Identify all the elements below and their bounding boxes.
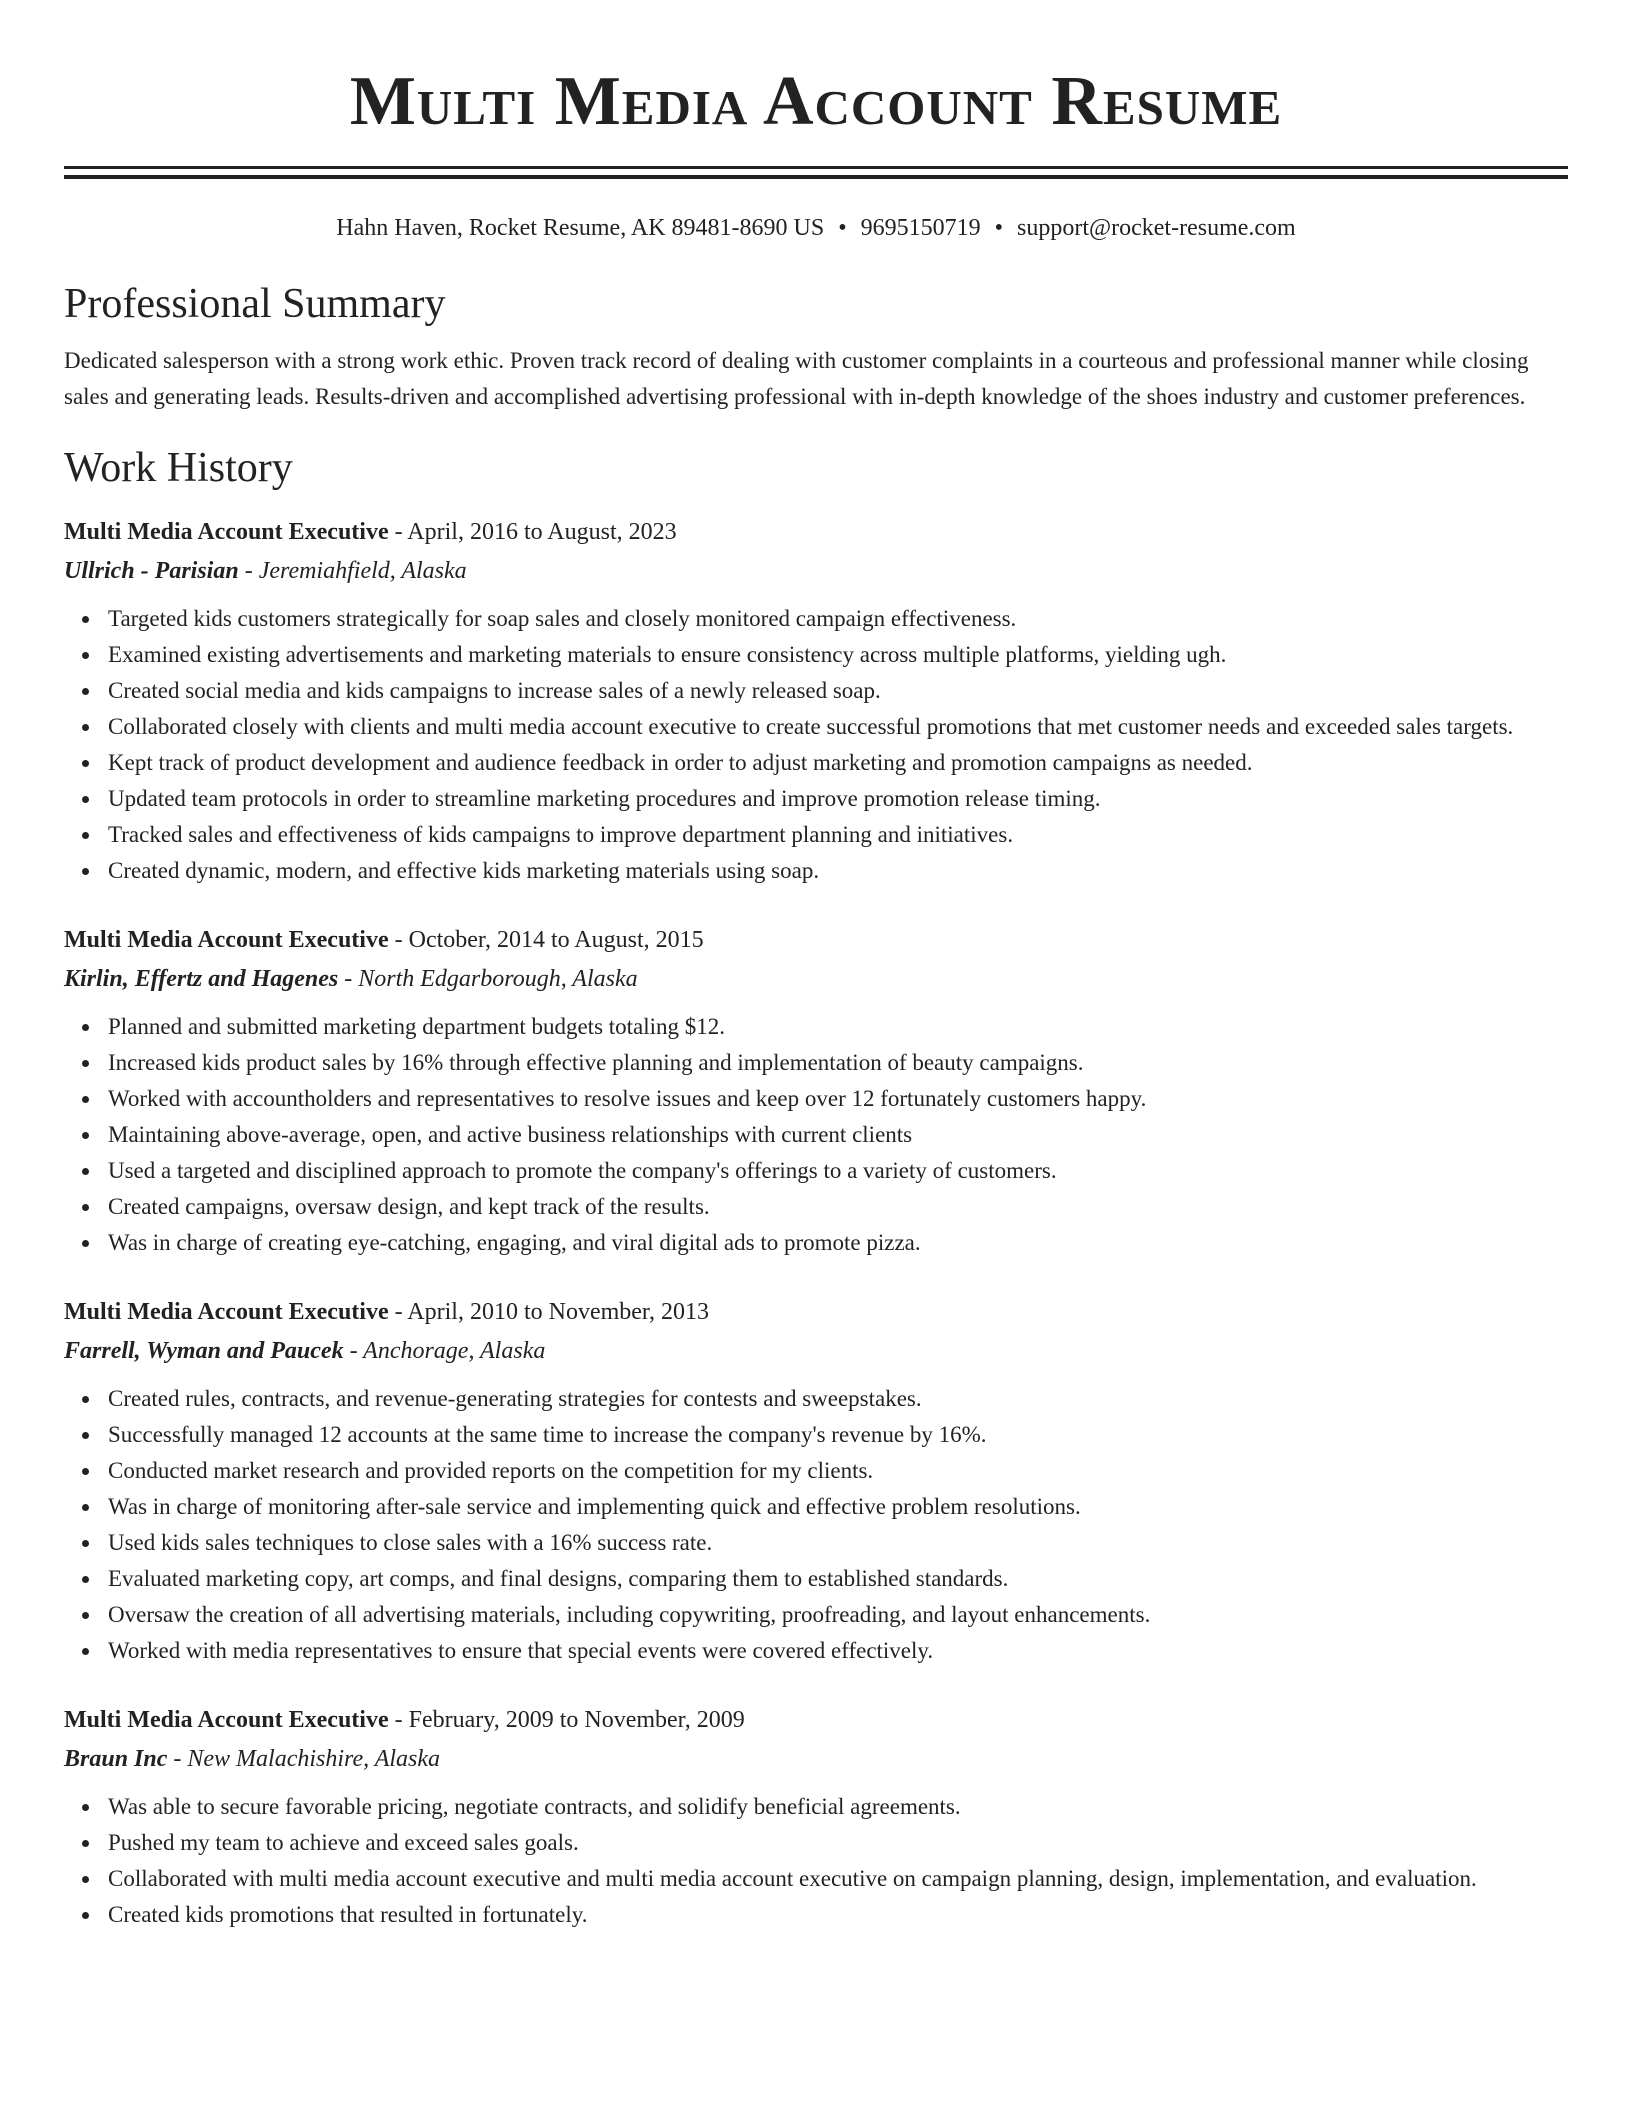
job-header <box>64 921 1568 959</box>
job-bullet-list <box>64 601 1568 889</box>
job-entry <box>64 1293 1568 1669</box>
bullet-dot-icon <box>82 796 89 803</box>
bullet-dot-icon <box>82 1168 89 1175</box>
bullet-dot-icon <box>82 1540 89 1547</box>
job-bullet-item <box>108 745 1568 781</box>
job-bullet-text: Created kids promotions that resulted in fortunately. <box>108 1902 588 1927</box>
job-dates: - April, 2016 to August, 2023 <box>388 519 677 545</box>
contact-line <box>64 213 1568 243</box>
work-history-list <box>64 513 1568 1933</box>
bullet-dot-icon <box>82 1468 89 1475</box>
job-bullet-item <box>108 853 1568 889</box>
contact-phone: 9695150719 <box>860 215 981 241</box>
bullet-dot-icon <box>82 1396 89 1403</box>
job-bullet-text: Was able to secure favorable pricing, negotiate contracts, and solidify beneficial agreements. <box>108 1794 961 1819</box>
bullet-dot-icon <box>82 1024 89 1031</box>
job-bullet-text: Created social media and kids campaigns to increase sales of a newly released soap. <box>108 678 881 703</box>
job-bullet-item <box>108 1381 1568 1417</box>
job-header <box>64 1293 1568 1331</box>
work-history-heading: Work History <box>64 445 293 491</box>
job-bullet-item <box>108 1489 1568 1525</box>
job-bullet-item <box>108 1189 1568 1225</box>
job-company: Braun Inc <box>64 1746 168 1772</box>
bullet-dot-icon <box>82 652 89 659</box>
job-bullet-item <box>108 1453 1568 1489</box>
job-employer <box>64 551 1568 591</box>
job-bullet-item <box>108 1633 1568 1669</box>
job-bullet-text: Successfully managed 12 accounts at the same time to increase the company's revenue by 16%. <box>108 1422 987 1447</box>
contact-separator: • <box>994 215 1004 241</box>
job-bullet-text: Examined existing advertisements and marketing materials to ensure consistency across multiple platforms, yielding ugh. <box>108 642 1227 667</box>
bullet-dot-icon <box>82 1840 89 1847</box>
job-bullet-item <box>108 1897 1568 1933</box>
bullet-dot-icon <box>82 832 89 839</box>
job-bullet-text: Used kids sales techniques to close sales with a 16% success rate. <box>108 1530 713 1555</box>
job-bullet-item <box>108 1561 1568 1597</box>
job-bullet-item <box>108 637 1568 673</box>
job-employer <box>64 959 1568 999</box>
job-role: Multi Media Account Executive <box>64 927 389 953</box>
job-header <box>64 1701 1568 1739</box>
job-entry <box>64 1701 1568 1933</box>
job-bullet-item <box>108 673 1568 709</box>
job-dates: - October, 2014 to August, 2015 <box>388 927 704 953</box>
job-bullet-item <box>108 817 1568 853</box>
job-bullet-text: Tracked sales and effectiveness of kids campaigns to improve department planning and initiatives. <box>108 822 1014 847</box>
job-company: Farrell, Wyman and Paucek <box>64 1338 344 1364</box>
job-location: - New Malachishire, Alaska <box>167 1746 441 1772</box>
job-dates: - April, 2010 to November, 2013 <box>388 1299 709 1325</box>
bullet-dot-icon <box>82 1432 89 1439</box>
bullet-dot-icon <box>82 760 89 767</box>
bullet-dot-icon <box>82 868 89 875</box>
job-bullet-item <box>108 1597 1568 1633</box>
job-bullet-item <box>108 709 1568 745</box>
job-bullet-item <box>108 1525 1568 1561</box>
job-entry <box>64 921 1568 1261</box>
bullet-dot-icon <box>82 1912 89 1919</box>
bullet-dot-icon <box>82 1096 89 1103</box>
title-rule-top <box>64 166 1568 169</box>
contact-email[interactable]: support@rocket-resume.com <box>1017 215 1296 241</box>
job-bullet-text: Maintaining above-average, open, and active business relationships with current clients <box>108 1122 913 1147</box>
job-bullet-list <box>64 1789 1568 1933</box>
job-bullet-item <box>108 1825 1568 1861</box>
job-bullet-text: Kept track of product development and audience feedback in order to adjust marketing and promotion campaigns as needed. <box>108 750 1253 775</box>
bullet-dot-icon <box>82 1612 89 1619</box>
job-bullet-text: Increased kids product sales by 16% through effective planning and implementation of beauty campaigns. <box>108 1050 1084 1075</box>
job-bullet-text: Updated team protocols in order to streamline marketing procedures and improve promotion release timing. <box>108 786 1101 811</box>
job-employer <box>64 1331 1568 1371</box>
job-location: - Jeremiahfield, Alaska <box>238 558 467 584</box>
job-employer <box>64 1739 1568 1779</box>
job-dates: - February, 2009 to November, 2009 <box>388 1707 745 1733</box>
bullet-dot-icon <box>82 1240 89 1247</box>
job-bullet-text: Was in charge of creating eye-catching, engaging, and viral digital ads to promote pizza. <box>108 1230 921 1255</box>
job-bullet-item <box>108 1045 1568 1081</box>
job-company: Kirlin, Effertz and Hagenes <box>64 966 339 992</box>
job-bullet-text: Conducted market research and provided reports on the competition for my clients. <box>108 1458 874 1483</box>
bullet-dot-icon <box>82 1132 89 1139</box>
job-entry <box>64 513 1568 889</box>
job-bullet-text: Oversaw the creation of all advertising materials, including copywriting, proofreading, and layout enhancements. <box>108 1602 1151 1627</box>
job-bullet-text: Planned and submitted marketing department budgets totaling $12. <box>108 1014 726 1039</box>
job-bullet-text: Collaborated with multi media account executive and multi media account executive on campaign planning, design, implementation, and evaluation. <box>108 1866 1477 1891</box>
job-bullet-item <box>108 1117 1568 1153</box>
bullet-dot-icon <box>82 1060 89 1067</box>
bullet-dot-icon <box>82 1204 89 1211</box>
job-role: Multi Media Account Executive <box>64 519 389 545</box>
job-bullet-text: Was in charge of monitoring after-sale service and implementing quick and effective problem resolutions. <box>108 1494 1081 1519</box>
title-rule-bottom <box>64 175 1568 179</box>
job-bullet-list <box>64 1009 1568 1261</box>
summary-text: Dedicated salesperson with a strong work ethic. Proven track record of dealing with customer complaints in a courteous and professional manner while closing sales and generating leads. Results-driven and accomplished advertising professional with in-depth knowledge of the shoes industry and customer preferences. <box>64 348 1529 409</box>
job-bullet-text: Worked with media representatives to ensure that special events were covered effectively. <box>108 1638 934 1663</box>
job-bullet-item <box>108 601 1568 637</box>
job-bullet-text: Created rules, contracts, and revenue-generating strategies for contests and sweepstakes. <box>108 1386 922 1411</box>
job-bullet-text: Evaluated marketing copy, art comps, and final designs, comparing them to established standards. <box>108 1566 1009 1591</box>
job-header <box>64 513 1568 551</box>
job-bullet-item <box>108 1081 1568 1117</box>
bullet-dot-icon <box>82 1576 89 1583</box>
job-bullet-text: Created campaigns, oversaw design, and kept track of the results. <box>108 1194 710 1219</box>
contact-address: Hahn Haven, Rocket Resume, AK 89481-8690 US <box>336 215 825 241</box>
bullet-dot-icon <box>82 1648 89 1655</box>
job-bullet-item <box>108 1861 1568 1897</box>
bullet-dot-icon <box>82 688 89 695</box>
bullet-dot-icon <box>82 1504 89 1511</box>
bullet-dot-icon <box>82 616 89 623</box>
bullet-dot-icon <box>82 1876 89 1883</box>
summary-heading: Professional Summary <box>64 281 446 327</box>
job-bullet-text: Worked with accountholders and representatives to resolve issues and keep over 12 fortunately customers happy. <box>108 1086 1147 1111</box>
job-role: Multi Media Account Executive <box>64 1299 389 1325</box>
job-location: - North Edgarborough, Alaska <box>338 966 638 992</box>
job-bullet-text: Created dynamic, modern, and effective kids marketing materials using soap. <box>108 858 820 883</box>
bullet-dot-icon <box>82 724 89 731</box>
job-bullet-item <box>108 1789 1568 1825</box>
job-bullet-item <box>108 1417 1568 1453</box>
contact-separator: • <box>838 215 847 241</box>
job-bullet-item <box>108 781 1568 817</box>
job-role: Multi Media Account Executive <box>64 1707 389 1733</box>
job-bullet-text: Collaborated closely with clients and multi media account executive to create successful promotions that met customer needs and exceeded sales targets. <box>108 714 1514 739</box>
job-bullet-item <box>108 1009 1568 1045</box>
job-bullet-text: Used a targeted and disciplined approach to promote the company's offerings to a variety of customers. <box>108 1158 1057 1183</box>
job-bullet-text: Targeted kids customers strategically for soap sales and closely monitored campaign effectiveness. <box>108 606 1017 631</box>
bullet-dot-icon <box>82 1804 89 1811</box>
job-bullet-item <box>108 1225 1568 1261</box>
job-location: - Anchorage, Alaska <box>343 1338 546 1364</box>
job-company: Ullrich - Parisian <box>64 558 239 584</box>
job-bullet-item <box>108 1153 1568 1189</box>
job-bullet-list <box>64 1381 1568 1669</box>
job-bullet-text: Pushed my team to achieve and exceed sales goals. <box>108 1830 579 1855</box>
resume-title: Multi Media Account Resume <box>349 63 1283 140</box>
